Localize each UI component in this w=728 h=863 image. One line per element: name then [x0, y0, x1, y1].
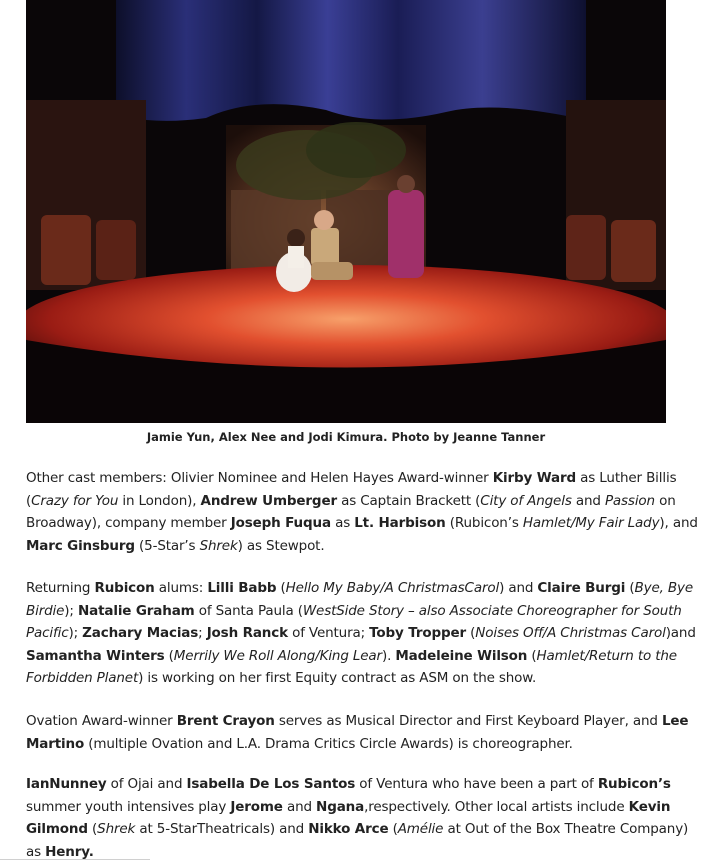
text-run: of Ventura who have been a part of — [355, 776, 598, 792]
italic-title: Merrily We Roll Along/King Lear — [173, 647, 382, 664]
text-run: of Santa Paula ( — [194, 602, 303, 619]
bold-name: Rubicon’s — [597, 776, 671, 792]
text-run: at Out of the Box Theatre Company) as — [26, 821, 689, 860]
creative-team-paragraph — [26, 710, 706, 755]
text-run: in London), — [118, 492, 201, 509]
text-run: ; — [198, 625, 207, 641]
bold-name: Andrew Umberger — [200, 492, 337, 509]
text-run: of Ventura; — [287, 625, 370, 641]
bold-name: Brent Crayon — [176, 713, 275, 729]
italic-title: Shrek — [199, 537, 238, 554]
text-run: ( — [625, 580, 635, 596]
bold-name: Rubicon — [94, 580, 155, 596]
bold-name: Claire Burgi — [537, 580, 626, 596]
text-run: ). — [381, 647, 396, 664]
italic-title: City of Angels — [480, 492, 572, 509]
text-run: on Broadway), company member — [26, 492, 676, 531]
bold-name: Ngana — [316, 798, 365, 815]
text-run: serves as Musical Director and First Keyboard Player, and — [274, 713, 662, 729]
text-run: ); — [64, 602, 78, 619]
text-run: ,respectively. Other local artists include — [364, 798, 629, 815]
bold-name: Lt. Harbison — [354, 515, 446, 531]
bold-name: Zachary Macias — [82, 625, 199, 641]
bold-name: Samantha Winters — [26, 647, 165, 664]
text-run: ); — [68, 625, 83, 641]
italic-title: Bye, Bye Birdie — [26, 580, 694, 619]
local-artists-paragraph — [26, 773, 706, 863]
text-run: (Rubicon’s — [445, 515, 523, 531]
bold-name: IanNunney — [26, 776, 107, 792]
text-run: and — [571, 492, 605, 509]
italic-title: Hamlet/Return to the Forbidden Planet — [26, 647, 677, 686]
text-run: (multiple Ovation and L.A. Drama Critics Circle Awards) is choreographer. — [84, 735, 573, 752]
text-run: at 5-StarTheatricals) and — [135, 821, 309, 837]
bold-name: Madeleine Wilson — [395, 647, 528, 664]
text-run: ( — [466, 625, 476, 641]
text-run: and — [282, 798, 317, 815]
text-run: as Luther Billis ( — [26, 470, 677, 509]
bold-name: Lee Martino — [26, 713, 689, 752]
italic-title: Noises Off/A Christmas Carol — [475, 625, 666, 641]
text-run: )and — [665, 625, 696, 641]
text-run: Other cast members: Olivier Nominee and Helen Hayes Award-winner — [26, 470, 493, 486]
text-run: ( — [87, 821, 98, 837]
italic-title: Hello My Baby/A ChristmasCarol — [285, 580, 500, 596]
italic-title: Shrek — [97, 821, 136, 837]
photo-caption: Jamie Yun, Alex Nee and Jodi Kimura. Photo by Jeanne Tanner — [146, 430, 546, 444]
text-run: ( — [164, 647, 174, 664]
italic-title: WestSide Story – also Associate Choreographer for — [302, 602, 644, 619]
text-run: ), and — [659, 515, 698, 531]
text-run: ( — [276, 580, 286, 596]
bold-name: Joseph Fuqua — [230, 515, 331, 531]
italic-title: Hamlet/My Fair Lady — [522, 515, 660, 531]
bold-name: Jerome — [230, 798, 283, 815]
text-run: ) is working on her first Equity contract as ASM on the show. — [138, 670, 537, 686]
cast-paragraph-2 — [26, 577, 706, 690]
bold-name: Kirby Ward — [492, 470, 576, 486]
text-run: alums: — [154, 580, 208, 596]
italic-title: South Pacific — [26, 602, 682, 641]
text-run: (5-Star’s — [134, 537, 200, 554]
bold-name: Natalie Graham — [77, 602, 195, 619]
bold-name: Nikko Arce — [308, 821, 389, 837]
text-run: as Captain Brackett ( — [336, 492, 481, 509]
cast-paragraph-1 — [26, 467, 706, 557]
bold-name: Lilli Babb — [207, 580, 277, 596]
text-run: ) as Stewpot. — [237, 537, 325, 554]
text-run: Returning — [26, 580, 95, 596]
italic-title: Passion — [604, 492, 655, 509]
divider — [0, 859, 150, 860]
text-run: ( — [527, 647, 537, 664]
bold-name: Kevin Gilmond — [26, 798, 671, 837]
text-run: as — [330, 515, 355, 531]
italic-title: Amélie — [397, 821, 444, 837]
bold-name: Josh Ranck — [206, 625, 288, 641]
bold-name: Isabella De Los Santos — [186, 776, 356, 792]
text-run: Ovation Award-winner — [26, 713, 177, 729]
text-run: of Ojai and — [106, 776, 187, 792]
text-run: ) and — [499, 580, 538, 596]
bold-name: Toby Tropper — [369, 625, 467, 641]
text-run: ( — [388, 821, 398, 837]
bold-name: Henry. — [45, 843, 94, 860]
bold-name: Marc Ginsburg — [26, 537, 135, 554]
italic-title: Crazy for You — [31, 492, 119, 509]
production-photo — [26, 0, 666, 423]
stage-scene-image — [26, 0, 666, 423]
text-run: summer youth intensives play — [26, 798, 231, 815]
